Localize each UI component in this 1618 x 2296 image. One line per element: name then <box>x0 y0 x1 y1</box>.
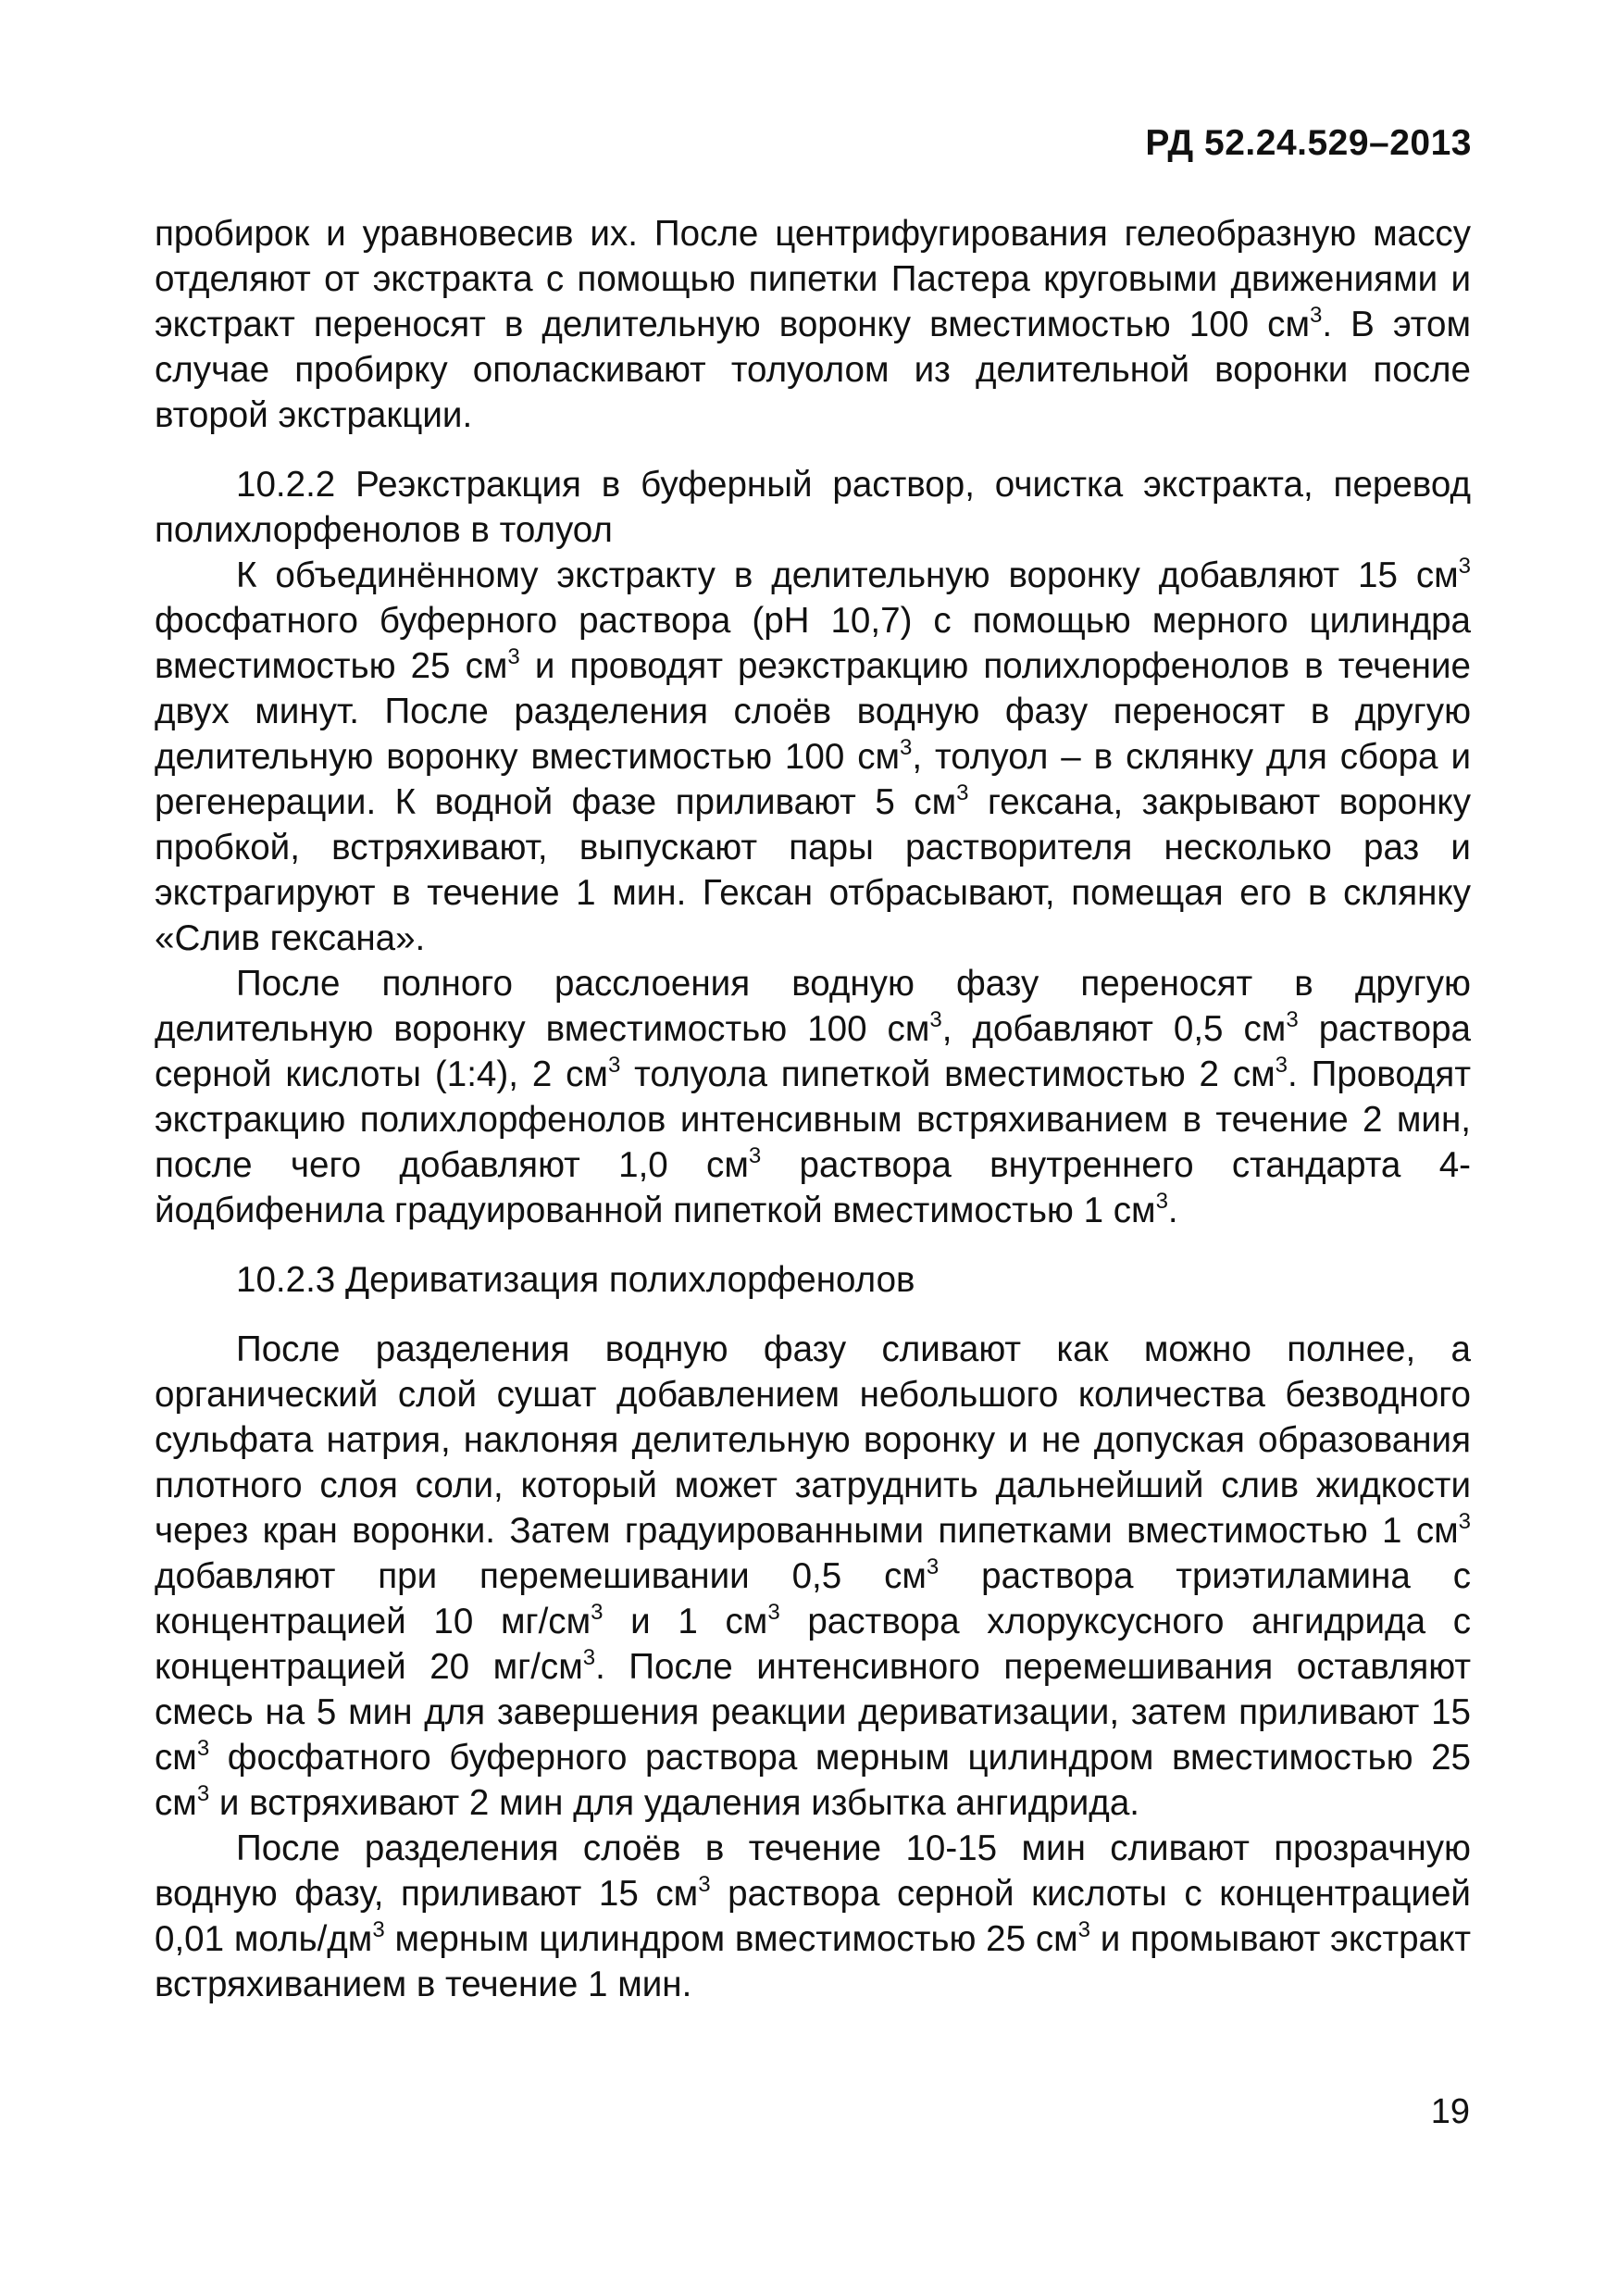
superscript-cubic: 3 <box>929 1007 942 1032</box>
text-run: , добавляют 0,5 см <box>941 1009 1287 1049</box>
superscript-cubic: 3 <box>1286 1007 1299 1032</box>
section-heading-10-2-2 <box>155 462 1471 553</box>
text-run: раствора серной кислоты (1:4), 2 см <box>155 1009 1471 1094</box>
paragraph-reextraction <box>155 553 1471 961</box>
text-run: раствора триэтиламина с концентрацией 10 мг/см <box>155 1556 1471 1641</box>
text-run: . После интенсивного перемешивания оставляют смесь на 5 мин для завершения реакции дериватизации, затем приливают 15 см <box>155 1647 1471 1778</box>
section-heading-10-2-3 <box>155 1257 1471 1303</box>
text-run: фосфатного буферного раствора мерным цилиндром вместимостью 25 см <box>155 1738 1471 1823</box>
text-run: и промывают экстракт встряхиванием в течение 1 мин. <box>155 1919 1471 2004</box>
text-run: раствора хлоруксусного ангидрида с концентрацией 20 мг/см <box>155 1602 1471 1687</box>
text-run: 10.2.3 Дериватизация полихлорфенолов <box>236 1260 915 1300</box>
superscript-cubic: 3 <box>956 780 969 805</box>
text-run: . В этом случае пробирку ополаскивают толуолом из делительной воронки после второй экстракции. <box>155 305 1471 435</box>
paragraph-washing <box>155 1826 1471 2007</box>
text-run: и встряхивают 2 мин для удаления избытка ангидрида. <box>209 1783 1139 1823</box>
superscript-cubic: 3 <box>1458 554 1471 579</box>
text-run: фосфатного буферного раствора (рН 10,7) с помощью мерного цилиндра вместимостью 25 см <box>155 601 1471 686</box>
text-run: . Проводят экстракцию полихлорфенолов интенсивным встряхиванием в течение 2 мин, после чего добавляют 1,0 см <box>155 1054 1471 1185</box>
superscript-cubic: 3 <box>767 1600 780 1625</box>
text-run: и проводят реэкстракцию полихлорфенолов в течение двух минут. После разделения слоёв водную фазу переносят в другую делительную воронку вместимостью 100 см <box>155 646 1471 777</box>
superscript-cubic: 3 <box>507 644 520 669</box>
superscript-cubic: 3 <box>607 1053 621 1078</box>
superscript-cubic: 3 <box>196 1736 210 1761</box>
page-body <box>155 211 1471 2007</box>
text-run: раствора серной кислоты с концентрацией 0,01 моль/дм <box>155 1874 1471 1959</box>
superscript-cubic: 3 <box>698 1872 711 1897</box>
text-run: гексана, закрывают воронку пробкой, встряхивают, выпускают пары растворителя несколько раз и экстрагируют в течение 1 мин. Гексан отбрасывают, помещая его в склянку «Слив гексана». <box>155 782 1471 958</box>
paragraph-separation <box>155 961 1471 1233</box>
text-run: раствора внутреннего стандарта 4-йодбифенила градуированной пипеткой вместимостью 1 см <box>155 1145 1471 1230</box>
superscript-cubic: 3 <box>748 1143 762 1168</box>
superscript-cubic: 3 <box>1077 1917 1091 1942</box>
superscript-cubic: 3 <box>196 1781 210 1806</box>
page-number: 19 <box>1430 2092 1470 2131</box>
superscript-cubic: 3 <box>926 1554 940 1579</box>
text-run: и 1 см <box>603 1602 768 1641</box>
text-run: 10.2.2 Реэкстракция в буферный раствор, очистка экстракта, перевод полихлорфенолов в толуол <box>155 465 1471 550</box>
superscript-cubic: 3 <box>582 1645 596 1670</box>
text-run: мерным цилиндром вместимостью 25 см <box>384 1919 1078 1959</box>
text-run: К объединённому экстракту в делительную воронку добавляют 15 см <box>236 555 1459 595</box>
text-run: . <box>1167 1191 1178 1230</box>
text-run: добавляют при перемешивании 0,5 см <box>155 1556 927 1596</box>
superscript-cubic: 3 <box>900 735 913 760</box>
paragraph-derivatization <box>155 1327 1471 1826</box>
text-run: , толуол – в склянку для сбора и регенерации. К водной фазе приливают 5 см <box>155 737 1471 822</box>
superscript-cubic: 3 <box>1275 1053 1288 1078</box>
document-code: РД 52.24.529–2013 <box>1145 123 1472 163</box>
text-run: После разделения водную фазу сливают как можно полнее, а органический слой сушат добавлением небольшого количества безводного сульфата натрия, наклоняя делительную воронку и не допуская образования плотного слоя соли, который может затруднить дальнейший слив жидкости через кран воронки. Затем градуированными пипетками вместимостью 1 см <box>155 1329 1471 1551</box>
superscript-cubic: 3 <box>591 1600 604 1625</box>
superscript-cubic: 3 <box>372 1917 385 1942</box>
text-run: толуола пипеткой вместимостью 2 см <box>620 1054 1276 1094</box>
superscript-cubic: 3 <box>1458 1509 1471 1534</box>
text-run: После полного расслоения водную фазу переносят в другую делительную воронку вместимостью 100 см <box>155 964 1471 1049</box>
superscript-cubic: 3 <box>1310 303 1323 328</box>
paragraph-continuation <box>155 211 1471 438</box>
text-run: пробирок и уравновесив их. После центрифугирования гелеобразную массу отделяют от экстракта с помощью пипетки Пастера круговыми движениями и экстракт переносят в делительную воронку вместимостью 100 см <box>155 214 1471 344</box>
superscript-cubic: 3 <box>1155 1189 1168 1214</box>
text-run: После разделения слоёв в течение 10-15 мин сливают прозрачную водную фазу, приливают 15 см <box>155 1828 1471 1914</box>
